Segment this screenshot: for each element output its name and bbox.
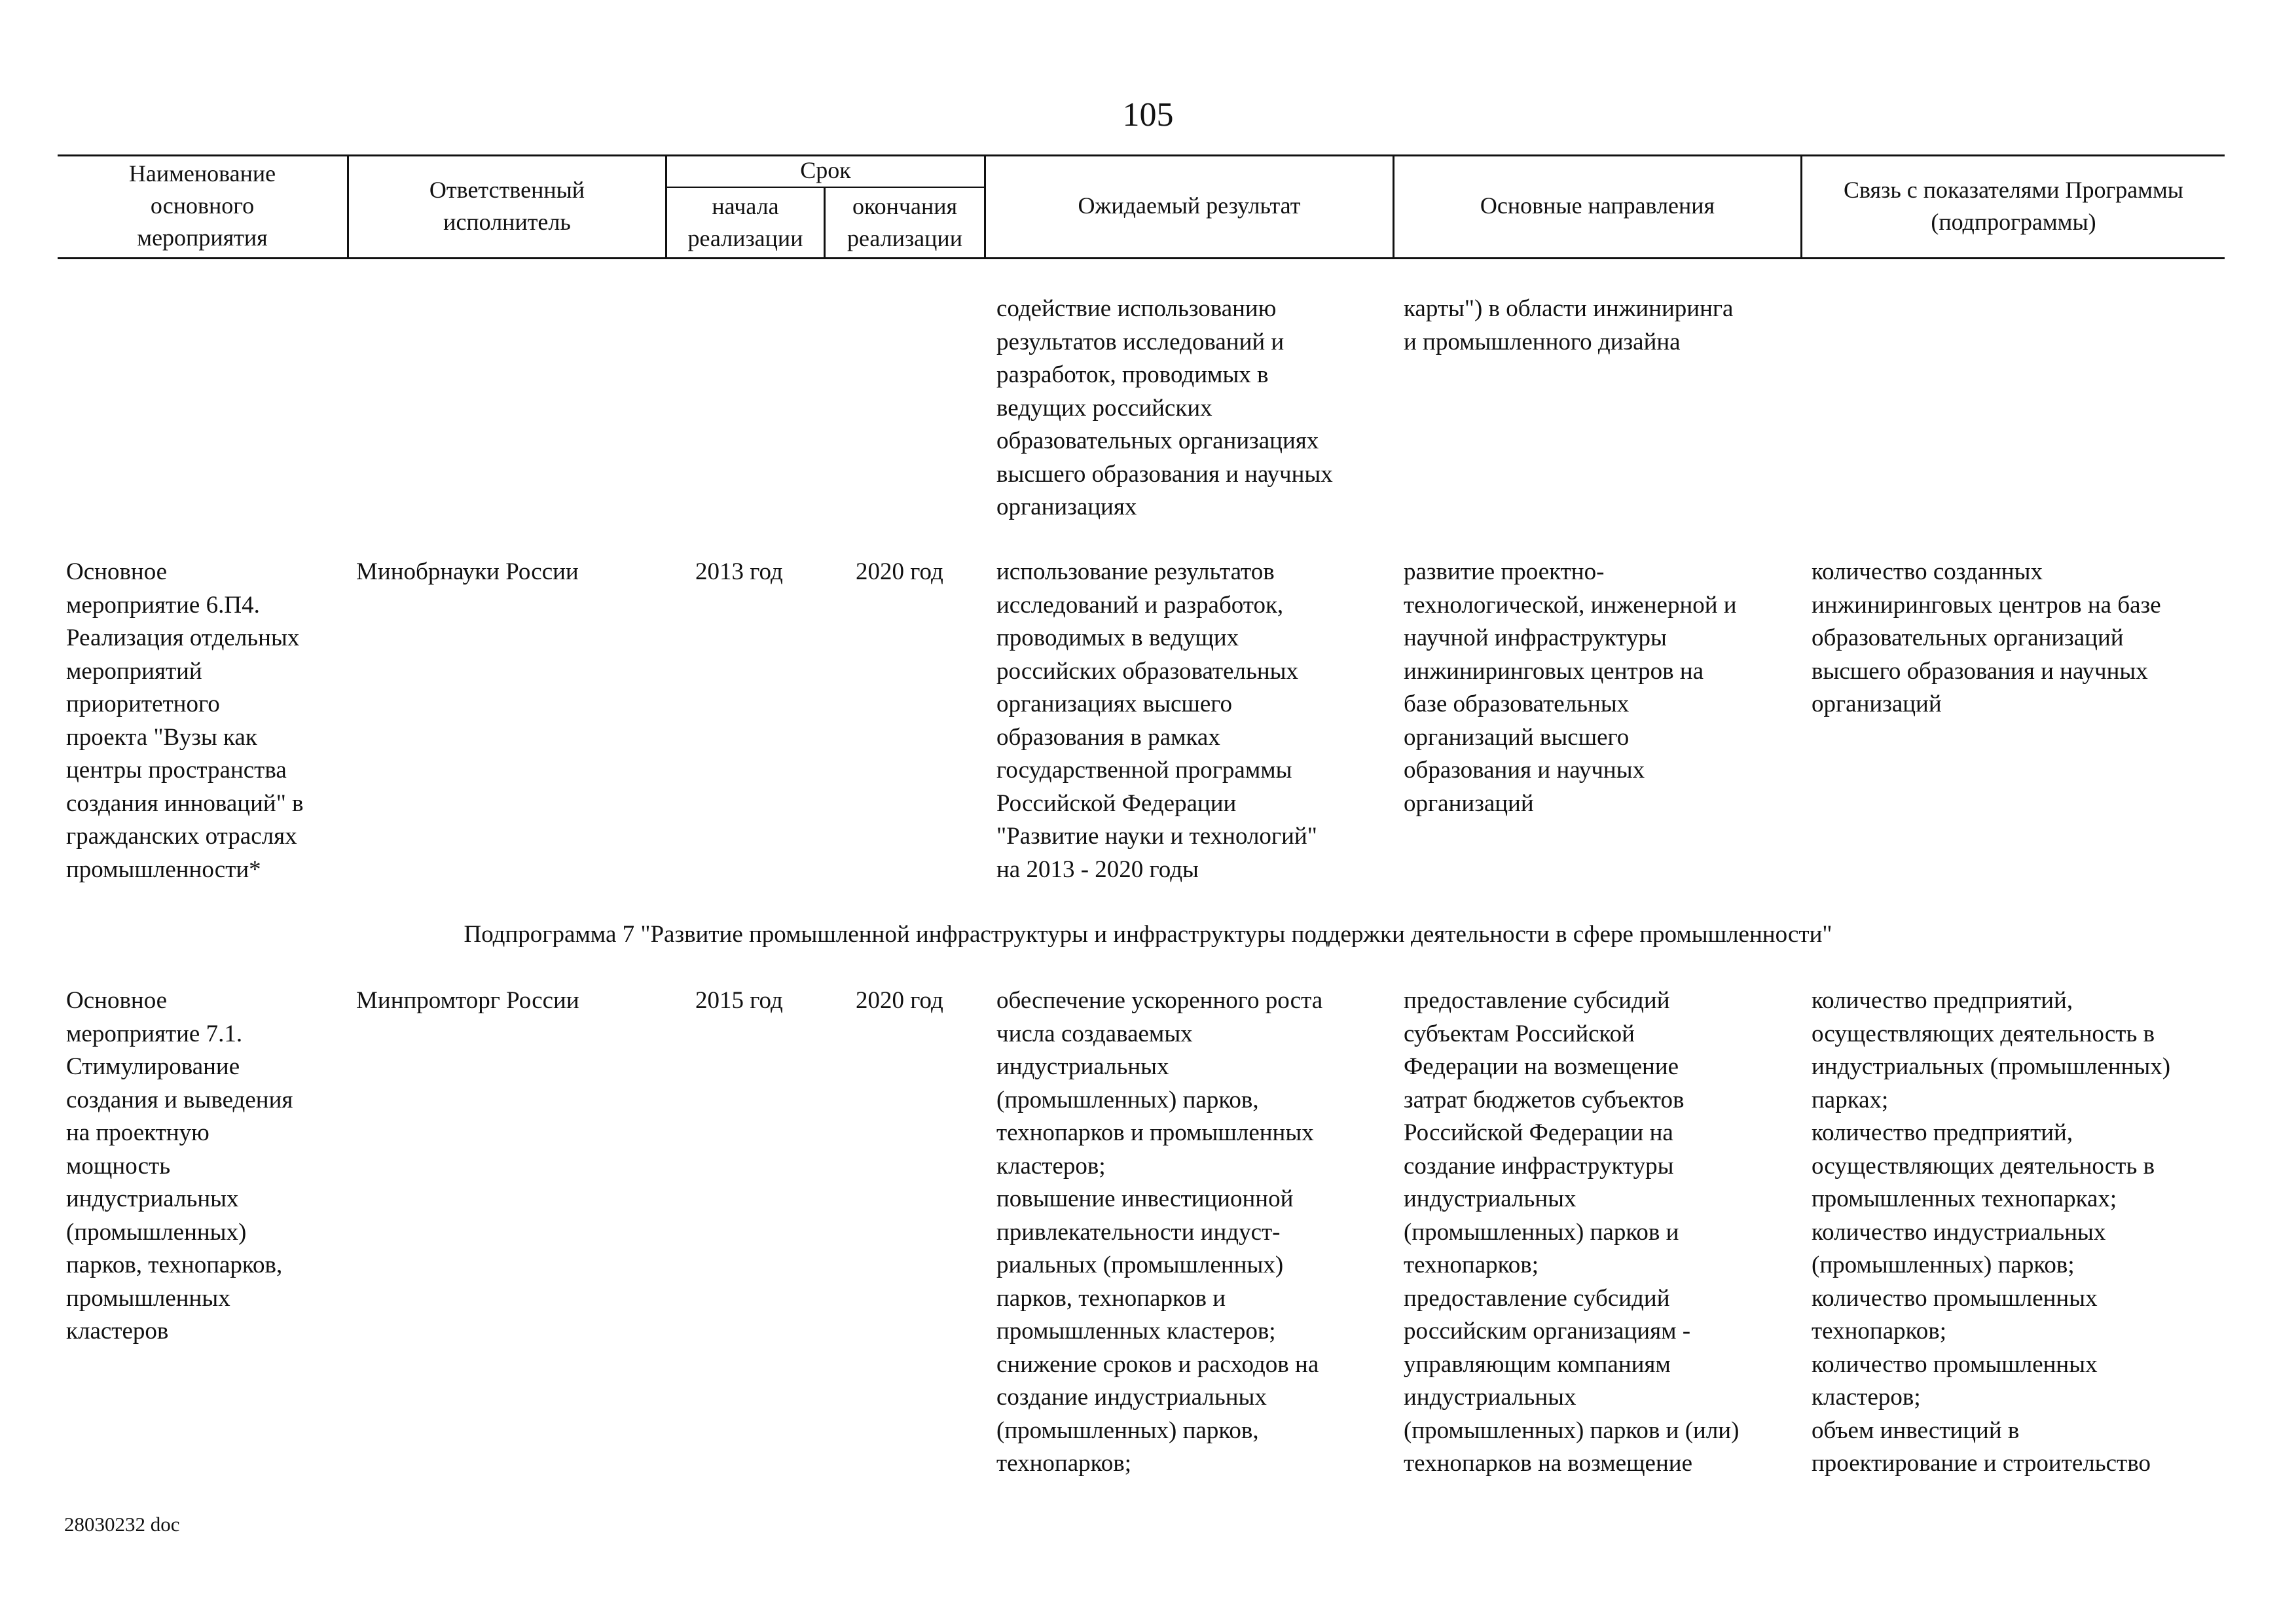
row-1-link: количество созданных инжиниринговых центров на базе образовательных организаций высшего образования и научных организаций [1812,558,2161,717]
row-2-executor: Минпромторг России [356,987,579,1014]
row-0-directions: карты") в области инжиниринга и промышленного дизайна [1404,295,1734,355]
header-end [826,188,984,257]
row-1-start: 2013 год [695,558,783,585]
header-directions-text: Основные направления [1480,192,1715,219]
header-term [667,154,984,187]
header-name-text: Наименование основного мероприятия [128,160,276,251]
page-number: 105 [1122,96,1174,134]
header-name [58,154,347,257]
header-executor [349,154,665,257]
header-executor-text: Ответственный исполнитель [429,176,585,235]
document-code: 28030232 doc [64,1513,180,1536]
header-result-text: Ожидаемый результат [1078,192,1301,219]
row-2-link: количество предприятий, осуществляющих деятельность в индустриальных (промышленных) парках; количество предприятий, осуществляющих деятельность в промышленных технопарках; количество индустриальных (промышленных) парков; количество промышленных технопарков; количество промышленных кластеров; объем инвестиций в проектирование и строительство [1812,987,2171,1477]
header-result [986,154,1393,257]
header-end-text: окончания реализации [847,193,962,251]
row-2-start: 2015 год [695,987,783,1014]
row-1-directions: развитие проектно- технологической, инженерной и научной инфраструктуры инжиниринговых центров на базе образовательных организаций высшего образования и научных организаций [1404,558,1737,817]
header-start-text: начала реализации [687,193,803,251]
header-bottom-rule [58,257,2225,259]
header-link-text: Связь с показателями Программы (подпрограммы) [1844,176,2183,235]
header-term-text: Срок [800,157,851,183]
row-1-end: 2020 год [856,558,943,585]
header-start [667,188,824,257]
row-2-name: Основное мероприятие 7.1. Стимулирование создания и выведения на проектную мощность индустриальных (промышленных) парков, технопарков, промышленных кластеров [66,987,293,1344]
header-link [1802,154,2225,257]
row-1-result: использование результатов исследований и разработок, проводимых в ведущих российских образовательных организациях высшего образования в рамках государственной программы Российской Федерации "Развитие науки и технологий" на 2013 - 2020 годы [996,558,1317,883]
row-1-executor: Минобрнауки России [356,558,579,585]
row-2-end: 2020 год [856,987,943,1014]
row-2-result: обеспечение ускоренного роста числа создаваемых индустриальных (промышленных) парков, технопарков и промышленных кластеров; повышение инвестиционной привлекательности индуст- риальных (промышленных) парков, технопарков и промышленных кластеров; снижение сроков и расходов на создание индустриальных (промышленных) парков, технопарков; [996,987,1323,1477]
row-1-name: Основное мероприятие 6.П4. Реализация отдельных мероприятий приоритетного проекта "Вузы как центры пространства создания инноваций" в гражданских отраслях промышленности* [66,558,304,883]
row-2-directions: предоставление субсидий субъектам Российской Федерации на возмещение затрат бюджетов субъектов Российской Федерации на создание инфраструктуры индустриальных (промышленных) парков и технопарков; предоставление субсидий российским организациям - управляющим компаниям индустриальных (промышленных) парков и (или) технопарков на возмещение [1404,987,1740,1477]
row-0-result: содействие использованию результатов исследований и разработок, проводимых в ведущих российских образовательных организациях высшего образования и научных организациях [996,295,1333,520]
header-directions [1394,154,1800,257]
subprogram-title: Подпрограмма 7 "Развитие промышленной инфраструктуры и инфраструктуры поддержки деятельности в сфере промышленности" [464,921,1832,948]
